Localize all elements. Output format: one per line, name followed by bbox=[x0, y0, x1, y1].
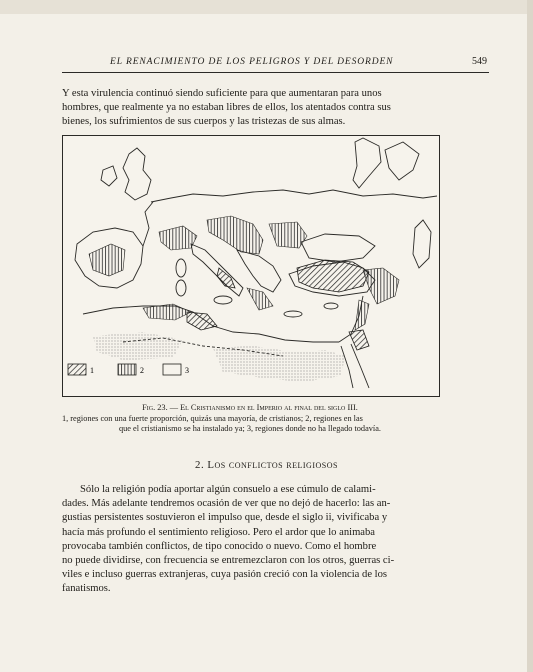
caption-body bbox=[62, 414, 438, 435]
map-legend bbox=[68, 364, 189, 375]
page-number: 549 bbox=[472, 56, 487, 67]
legend-swatch-1 bbox=[68, 364, 86, 375]
body-line: fanatismos. bbox=[62, 583, 111, 595]
legend-label-3: 3 bbox=[185, 366, 189, 375]
intro-paragraph bbox=[62, 87, 487, 130]
section-number: 2. bbox=[195, 459, 205, 471]
body-line: dades. Más adelante tendremos ocasión de ver que no dejó de hacerlo: las an- bbox=[62, 498, 391, 510]
caption-line: que el cristianismo se ha instalado ya; 3, regiones donde no ha llegado todavía. bbox=[119, 424, 381, 434]
body-line: Sólo la religión podía aportar algún consuelo a ese cúmulo de calami- bbox=[80, 484, 376, 495]
section-heading bbox=[0, 459, 533, 471]
running-head bbox=[62, 56, 489, 73]
intro-line: Y esta virulencia continuó siendo suficiente para que aumentaran para unos bbox=[62, 88, 382, 99]
caption-title: Fig. 23. — El Cristianismo en el Imperio al final del siglo III. bbox=[142, 403, 358, 412]
body-line: no puede dividirse, con frecuencia se entremezclaron con los otros, guerras ci- bbox=[62, 555, 395, 567]
mediterranean-map bbox=[63, 136, 439, 396]
body-line: gustias persistentes sostuvieron el impulso que, desde el siglo ii, vivificaba y bbox=[62, 512, 388, 524]
body-line: provocaba también conflictos, de tipo conocido o nuevo. Como el hombre bbox=[62, 540, 377, 552]
body-line: hacía más profundo el sentimiento religioso. Pero el ardor que lo animaba bbox=[62, 526, 376, 538]
legend-label-2: 2 bbox=[140, 366, 144, 375]
body-paragraph bbox=[62, 483, 487, 597]
intro-line: bienes, los sufrimientos de sus cuerpos y las tristezas de sus almas. bbox=[62, 116, 346, 128]
scan-right-edge bbox=[527, 0, 533, 672]
legend-label-1: 1 bbox=[90, 366, 94, 375]
scan-top-edge bbox=[0, 0, 533, 14]
caption-line: 1, regiones con una fuerte proporción, quizás una mayoría, de cristianos; 2, regiones en las bbox=[62, 413, 363, 423]
legend-swatch-2 bbox=[118, 364, 136, 375]
legend-swatch-3 bbox=[163, 364, 181, 375]
figure-caption bbox=[62, 403, 438, 435]
section-title: Los conflictos religiosos bbox=[207, 459, 338, 471]
running-head-title: EL RENACIMIENTO DE LOS PELIGROS Y DEL DESORDEN bbox=[110, 57, 394, 67]
intro-line: hombres, que realmente ya no estaban libres de ellos, los atentados contra sus bbox=[62, 102, 391, 114]
map-figure bbox=[62, 135, 440, 397]
body-line: viles e incluso guerras extranjeras, cuya pasión creció con la violencia de los bbox=[62, 569, 388, 581]
